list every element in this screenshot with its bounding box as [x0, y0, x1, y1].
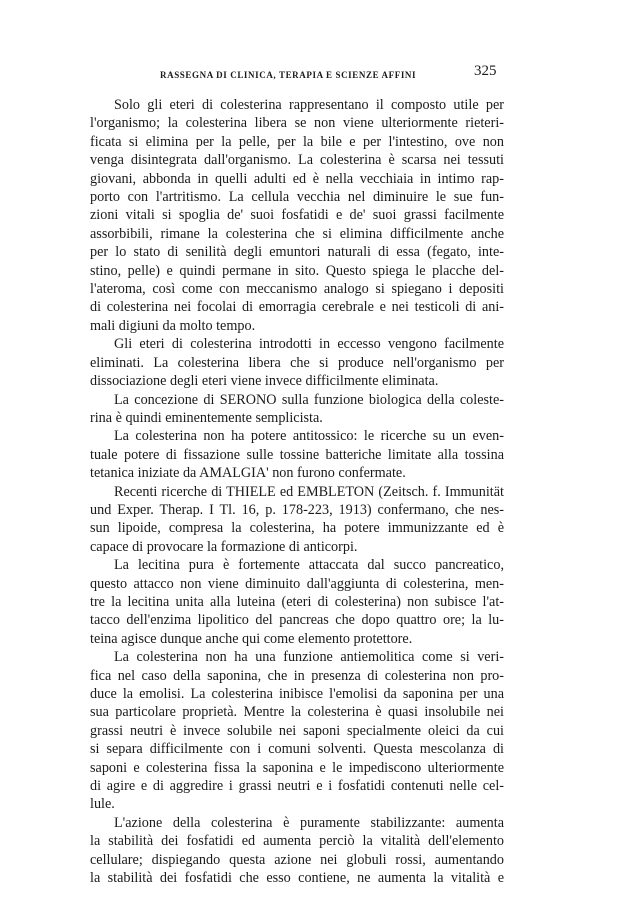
text-line: saponi e colesterina fissa la saponina e le impediscono ulteriormente: [90, 759, 504, 776]
text-line: dissociazione degli eteri viene invece difficilmente eliminata.: [90, 373, 439, 390]
text-line: l'organismo; la colesterina libera se non viene ulteriormente rieteri-: [90, 115, 504, 132]
text-line: tacco dell'enzima lipolitico del pancreas che dopo quattro ore; la lu-: [90, 612, 504, 629]
paragraph: [90, 335, 504, 390]
text-line: grassi neutri è invece solubile nei saponi specialmente oleici da cui: [90, 722, 504, 739]
text-line: teina agisce dunque anche qui come elemento protettore.: [90, 630, 413, 647]
text-line: tuale potere di fissazione sulle tossine batteriche limitate alla tossina: [90, 446, 504, 463]
body-text: [90, 96, 504, 887]
paragraph: [90, 427, 504, 482]
text-line: venga disintegrata dall'organismo. La colesterina è scarsa nei tessuti: [90, 152, 504, 169]
text-line: Solo gli eteri di colesterina rappresentano il composto utile per: [114, 97, 504, 113]
paragraph: [90, 648, 504, 814]
text-line: La colesterina non ha una funzione antiemolitica come si veri-: [114, 649, 504, 666]
text-line: l'ateroma, così come con meccanismo analogo si spiegano i depositi: [90, 281, 504, 298]
text-line: La colesterina non ha potere antitossico: le ricerche su un even-: [114, 428, 504, 445]
text-line: zioni vitali si spoglia de' suoi fosfatidi e de' suoi grassi facilmente: [90, 207, 504, 224]
page-number: 325: [474, 63, 497, 79]
text-line: mali digiuni da molto tempo.: [90, 317, 256, 334]
text-line: fica nel caso della saponina, che in presenza di colesterina non pro-: [90, 667, 504, 684]
text-line: lule.: [90, 796, 115, 813]
text-line: cellulare; dispiegando questa azione nei globuli rossi, aumentando: [90, 851, 504, 868]
text-line: porto con l'artritismo. La cellula vecchia nel diminuire le sue fun-: [90, 189, 504, 206]
paragraph: [90, 391, 504, 428]
text-line: questo attacco non viene diminuito dall'aggiunta di colesterina, men-: [90, 575, 504, 592]
text-line: di colesterina nei focolai di emorragia cerebrale e nei testicoli di ani-: [90, 299, 504, 316]
text-line: ficata si elimina per la pelle, per la bile e per l'intestino, ove non: [90, 133, 504, 150]
paragraph: [90, 814, 504, 888]
text-line: Gli eteri di colesterina introdotti in eccesso vengono facilmente: [114, 336, 504, 353]
text-line: la stabilità dei fosfatidi che esso contiene, ne aumenta la vitalità e: [90, 870, 504, 887]
text-line: sua particolare proprietà. Mentre la colesterina è quasi insolubile nei: [90, 704, 504, 721]
text-line: per lo stato di senilità degli emuntori naturali di essa (fegato, inte-: [90, 244, 504, 261]
text-line: duce la emolisi. La colesterina inibisce l'emolisi da saponina per una: [90, 686, 504, 702]
text-line: La concezione di SERONO sulla funzione biologica della coleste-: [114, 391, 504, 408]
paragraph: [90, 483, 504, 557]
text-line: Recenti ricerche di THIELE ed EMBLETON (Zeitsch. f. Immunität: [114, 483, 504, 500]
text-line: giovani, abbonda in quelli adulti ed è nella vecchiaia in intimo rap-: [90, 170, 504, 187]
text-line: eliminati. La colesterina libera che si produce nell'organismo per: [90, 354, 504, 371]
text-line: La lecitina pura è fortemente attaccata dal succo pancreatico,: [114, 557, 504, 574]
text-line: tre la lecitina unita alla luteina (eteri di colesterina) non subisce l'at-: [90, 593, 504, 610]
text-line: tetanica iniziate da AMALGIA' non furono confermate.: [90, 465, 406, 482]
text-line: assorbibili, rimane la colesterina che si elimina difficilmente anche: [90, 225, 504, 242]
text-line: rina è quindi eminentemente semplicista.: [90, 409, 323, 426]
text-line: capace di provocare la formazione di anticorpi.: [90, 538, 358, 555]
paragraph: [90, 96, 504, 335]
text-line: la stabilità dei fosfatidi ed aumenta perciò la vitalità dell'elemento: [90, 833, 504, 850]
paragraph: [90, 556, 504, 648]
text-line: stino, pelle) e quindi permane in sito. Questo spiega le placche del-: [90, 262, 504, 279]
text-line: L'azione della colesterina è puramente stabilizzante: aumenta: [114, 814, 504, 831]
running-head: RASSEGNA DI CLINICA, TERAPIA E SCIENZE AFFINI: [160, 70, 417, 80]
text-line: sun lipoide, compresa la colesterina, ha potere immunizzante ed è: [90, 520, 504, 537]
text-line: di agire e di aggredire i grassi neutri e i fosfatidi contenuti nelle cel-: [90, 778, 504, 795]
text-line: si separa difficilmente con i comuni solventi. Questa mescolanza di: [90, 741, 504, 758]
text-line: und Exper. Therap. I Tl. 16, p. 178-223, 1913) confermano, che nes-: [90, 501, 504, 518]
